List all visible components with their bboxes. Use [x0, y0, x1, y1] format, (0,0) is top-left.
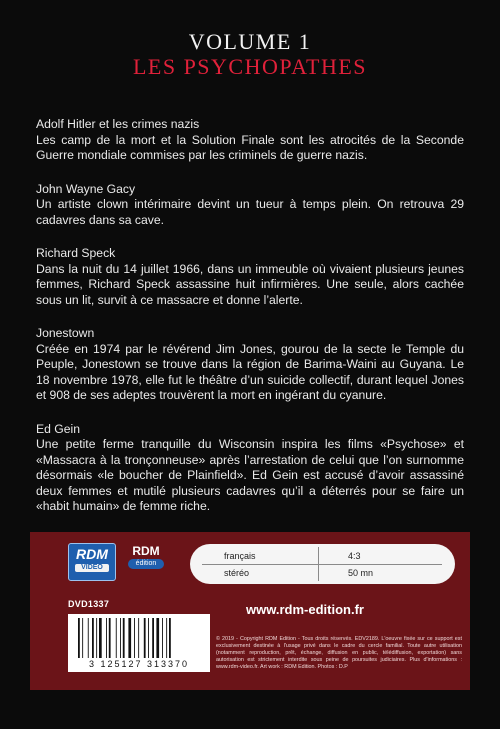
specs-row — [202, 548, 442, 565]
technical-specs — [190, 544, 455, 584]
entry-hitler — [36, 117, 464, 164]
rdm-edition-logo: RDM édition — [124, 543, 168, 575]
barcode-bar — [138, 618, 139, 658]
entry-name: Jonestown — [36, 326, 95, 340]
barcode-bar — [120, 618, 121, 658]
entry-name: Adolf Hitler et les crimes nazis — [36, 117, 200, 131]
entry-description: Un artiste clown intérimaire devint un tueur à temps plein. On retrouva 29 cadavres dans sa cave. — [36, 197, 464, 227]
website-link[interactable]: www.rdm-edition.fr — [246, 602, 364, 617]
barcode-bar — [152, 618, 154, 658]
specs-row — [202, 565, 442, 581]
barcode-bar — [169, 618, 171, 658]
entry-name: Richard Speck — [36, 246, 116, 260]
barcode-bar — [134, 618, 135, 658]
entry-description: Les camp de la mort et la Solution Finale sont les atrocités de la Seconde Guerre mondiale commises par les criminels de guerre nazis. — [36, 132, 464, 162]
volume-title: VOLUME 1 — [188, 29, 312, 54]
barcode-bar — [162, 618, 163, 658]
barcode-bar — [123, 618, 125, 658]
rdm-video-logo: RDM VIDEO — [68, 543, 116, 581]
barcode-bar — [148, 618, 149, 658]
barcode-bar — [88, 618, 89, 658]
barcode-bar — [156, 618, 159, 658]
entry-gein — [36, 422, 464, 515]
entry-jonestown — [36, 326, 464, 404]
barcode-bar — [106, 618, 107, 658]
cover-title — [0, 30, 500, 80]
barcode-bar — [128, 618, 131, 658]
entry-name: John Wayne Gacy — [36, 181, 136, 196]
entry-name: Ed Gein — [36, 421, 81, 436]
entries-list — [36, 117, 464, 533]
spec-sound: stéréo — [224, 568, 250, 578]
product-code: DVD1337 — [68, 599, 110, 609]
barcode-bar — [116, 618, 117, 658]
barcode-bar — [82, 618, 83, 658]
entry-description: Créée en 1974 par le révérend Jim Jones, gourou de la secte le Temple du Peuple, Jonestown se trouve dans la région de Barima-Waini au Guyana. Le 18 novembre 1978, elle fut le théâtre d’un suicide collectif, durant lequel Jones et 908 de ses adeptes trouvèrent la mort en ingérant du cyanure. — [36, 341, 464, 402]
entry-description: Dans la nuit du 14 juillet 1966, dans un immeuble où vivaient plusieurs jeunes femmes, Richard Speck assassine huit infirmières. Une seule, alors cachée sous un lit, survit à ce massacre et donne l’alerte. — [36, 261, 464, 307]
barcode-number: 3 125127 313370 — [88, 659, 190, 669]
entry-description: Une petite ferme tranquille du Wisconsin inspira les films «Psychose» et «Massacra à la tronçonneuse» après l’arrestation de celui que l’on surnomme désormais «le boucher de Plainfield». Ed Gein est accusé d’avoir assassiné deux femmes et mutilé plusieurs cadavres qu’il a déterrés pour se faire un «habit humain» de femme riche. — [36, 437, 464, 513]
publisher-logos — [68, 543, 178, 587]
spec-duration: 50 mn — [348, 568, 374, 578]
entry-speck — [36, 246, 464, 308]
spec-aspect: 4:3 — [348, 551, 361, 561]
barcode-bars — [76, 618, 202, 658]
entry-gacy — [36, 182, 464, 229]
barcode-bar — [144, 618, 146, 658]
info-panel — [30, 532, 470, 690]
volume-subtitle: LES PSYCHOPATHES — [132, 54, 368, 79]
barcode — [68, 614, 210, 672]
barcode-bar — [166, 618, 167, 658]
copyright-notice: © 2019 - Copyright RDM Edition - Tous droits réservés. EDV2189. L'oeuvre fixée sur ce support est exclusivement destinée à l'usage privé dans le cadre du cercle familial. Toute autre utilisation (notamment reproduction, prêt, échange, diffusion en public, télédiffusion, exportation) sans autorisation est strictement interdite sous peine de poursuites judiciaires. Plus d'informations : www.rdm-video.fr. Art work : RDM Edition. Photos : D.P — [216, 636, 462, 670]
barcode-bar — [78, 618, 80, 658]
barcode-bar — [99, 618, 102, 658]
barcode-bar — [96, 618, 97, 658]
barcode-bar — [92, 618, 94, 658]
spec-language: français — [224, 551, 256, 561]
barcode-bar — [109, 618, 111, 658]
